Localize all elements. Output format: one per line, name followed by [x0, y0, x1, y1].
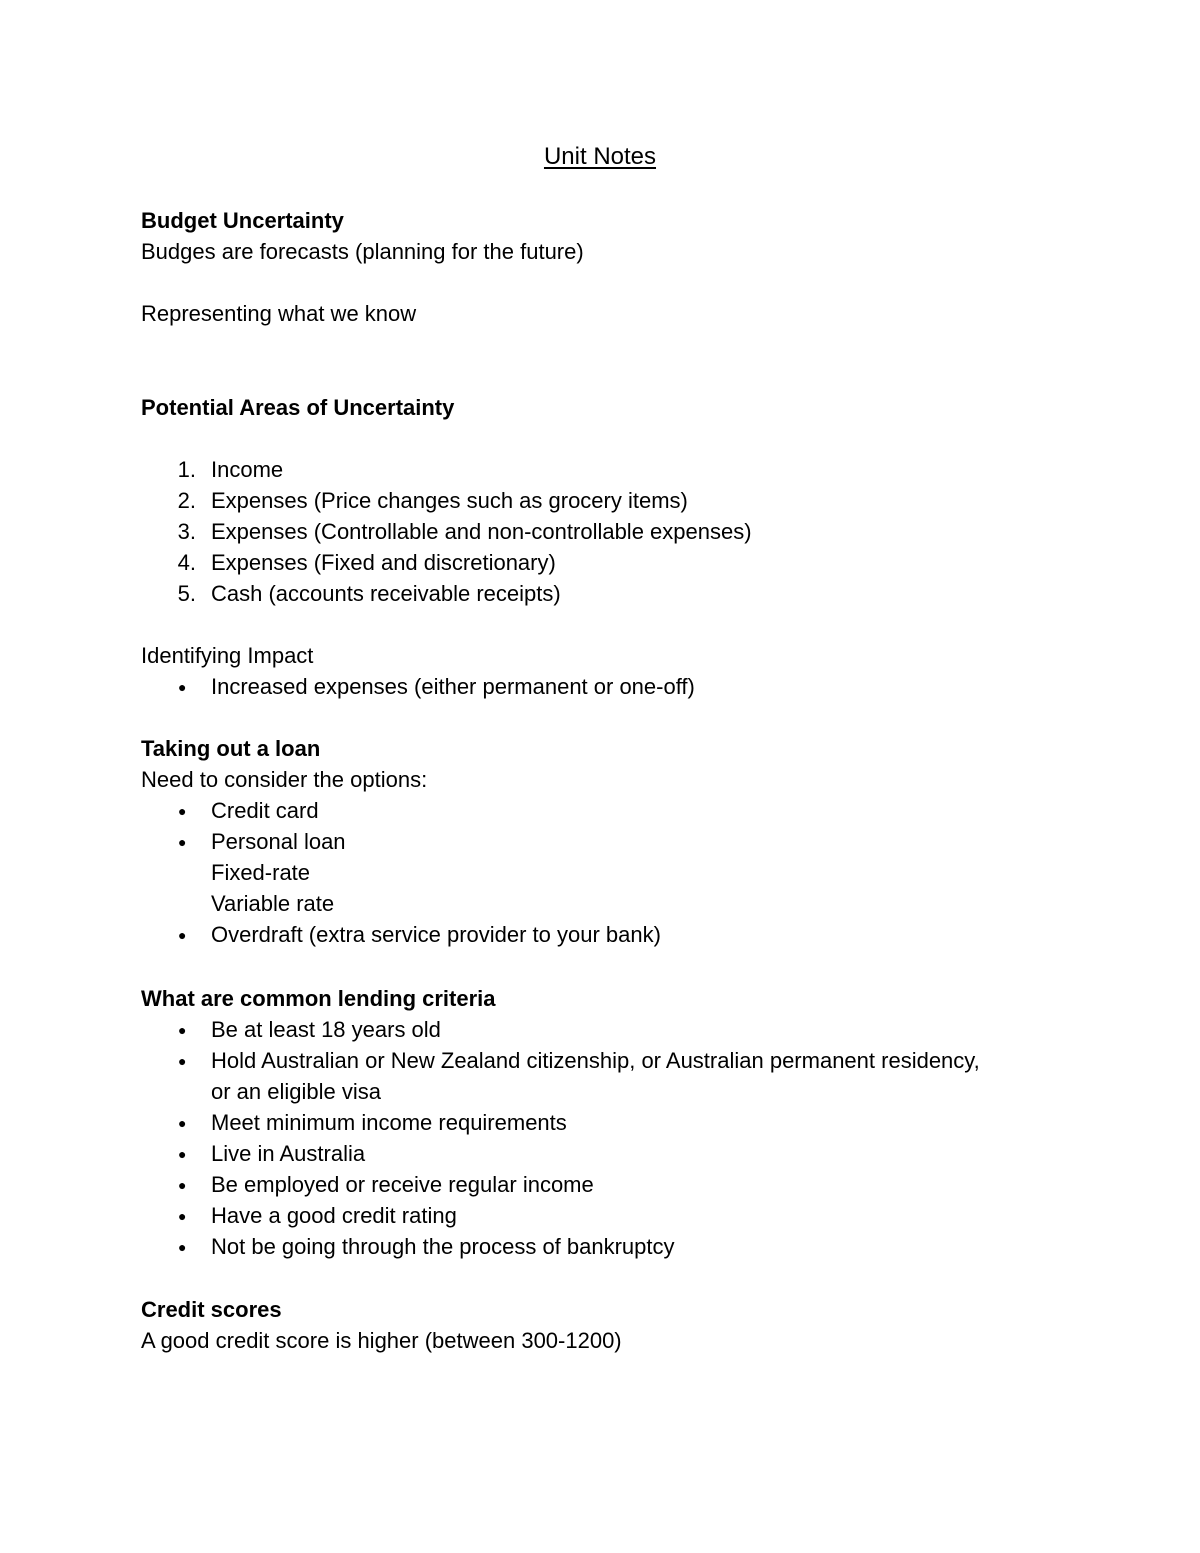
page-title: Unit Notes	[543, 143, 657, 170]
bullet-list-item: Credit card	[211, 798, 319, 823]
numbered-list-item: Cash (accounts receivable receipts)	[211, 581, 561, 606]
paragraph-line: A good credit score is higher (between 300-1200)	[141, 1328, 622, 1353]
bullet-list-item: Personal loan	[211, 829, 346, 854]
bullet-icon: ●	[178, 1208, 187, 1224]
bullet-icon: ●	[178, 1053, 187, 1069]
heading-budget-uncertainty: Budget Uncertainty	[141, 208, 344, 233]
heading-potential-areas: Potential Areas of Uncertainty	[141, 395, 455, 420]
paragraph-line: Representing what we know	[141, 301, 417, 326]
bullet-icon: ●	[178, 679, 187, 695]
list-number: 2.	[177, 488, 196, 513]
bullet-icon: ●	[178, 803, 187, 819]
sub-line: Variable rate	[211, 891, 335, 916]
bullet-icon: ●	[178, 834, 187, 850]
list-number: 5.	[177, 581, 196, 606]
heading-credit-scores: Credit scores	[141, 1297, 282, 1322]
bullet-list-item-continuation: or an eligible visa	[211, 1079, 381, 1104]
paragraph-line: Budges are forecasts (planning for the future)	[141, 239, 584, 264]
bullet-list-item: Be at least 18 years old	[211, 1017, 441, 1042]
bullet-icon: ●	[178, 927, 187, 943]
bullet-icon: ●	[178, 1239, 187, 1255]
numbered-list-item: Expenses (Controllable and non-controllable expenses)	[211, 519, 752, 544]
sub-line: Fixed-rate	[211, 860, 311, 885]
bullet-icon: ●	[178, 1022, 187, 1038]
list-number: 4.	[177, 550, 196, 575]
bullet-list-item: Be employed or receive regular income	[211, 1172, 594, 1197]
heading-taking-out-loan: Taking out a loan	[141, 736, 321, 761]
numbered-list-item: Income	[211, 457, 284, 482]
bullet-icon: ●	[178, 1177, 187, 1193]
heading-lending-criteria: What are common lending criteria	[141, 986, 496, 1011]
list-number: 3.	[177, 519, 196, 544]
bullet-list-item: Hold Australian or New Zealand citizenship, or Australian permanent residency,	[211, 1048, 980, 1073]
numbered-list-item: Expenses (Price changes such as grocery items)	[211, 488, 688, 513]
numbered-list-item: Expenses (Fixed and discretionary)	[211, 550, 556, 575]
bullet-list-item: Live in Australia	[211, 1141, 366, 1166]
bullet-list-item: Not be going through the process of bankruptcy	[211, 1234, 675, 1259]
paragraph-line: Need to consider the options:	[141, 767, 428, 792]
bullet-list-item: Increased expenses (either permanent or one-off)	[211, 674, 695, 699]
bullet-icon: ●	[178, 1115, 187, 1131]
bullet-list-item: Overdraft (extra service provider to your bank)	[211, 922, 661, 947]
bullet-list-item: Meet minimum income requirements	[211, 1110, 567, 1135]
label-identifying-impact: Identifying Impact	[141, 643, 314, 668]
bullet-icon: ●	[178, 1146, 187, 1162]
list-number: 1.	[177, 457, 196, 482]
bullet-list-item: Have a good credit rating	[211, 1203, 457, 1228]
